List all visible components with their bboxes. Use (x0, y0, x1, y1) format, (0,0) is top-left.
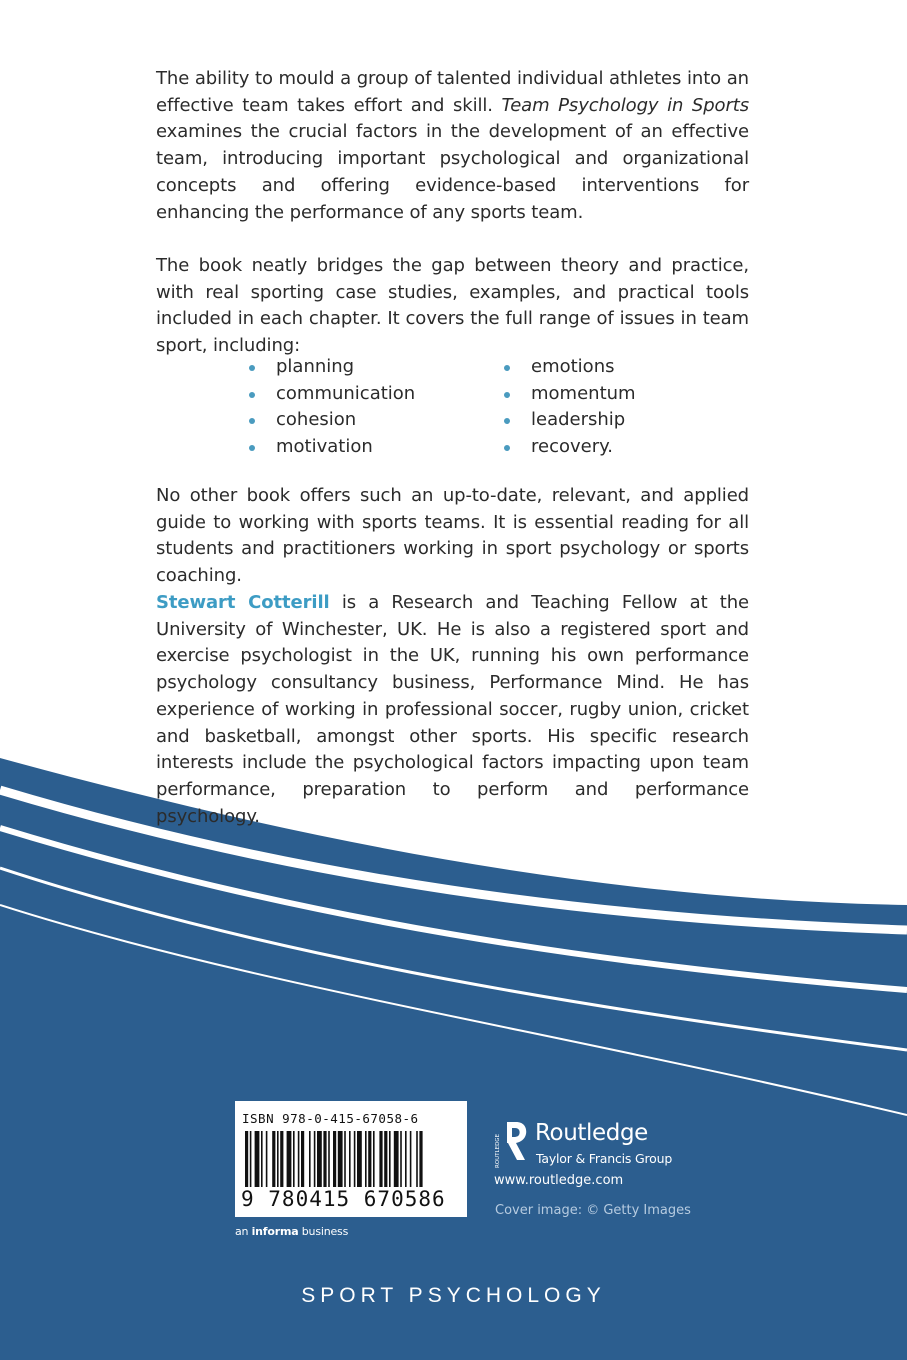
bullet-dot (249, 445, 255, 451)
paragraph-text: examines the crucial factors in the development of an effective team, introducing important psychological and organizational concepts and offering evidence-based interventions for enhancing the performance of any sports team. (156, 121, 749, 223)
publisher-group: Taylor & Francis Group (536, 1151, 673, 1166)
bullet-dot (504, 392, 510, 398)
barcode-bar (309, 1131, 311, 1187)
logo-wordmark: ROUTLEDGE (495, 1133, 501, 1168)
list-item: recovery. (501, 434, 636, 461)
barcode-bar (384, 1131, 387, 1187)
barcode-bar (280, 1131, 283, 1187)
barcode-bar (344, 1131, 346, 1187)
barcode-bar (328, 1131, 330, 1187)
list-item: momentum (501, 381, 636, 408)
barcode-bar (272, 1131, 275, 1187)
barcode-bar (266, 1131, 268, 1187)
bullet-dot (249, 392, 255, 398)
barcode-bar (277, 1131, 279, 1187)
barcode-bar (317, 1131, 322, 1187)
list-item: emotions (501, 354, 636, 381)
publisher-name: Routledge (535, 1120, 648, 1146)
barcode-bar (323, 1131, 326, 1187)
description-paragraph-3: No other book offers such an up-to-date, relevant, and applied guide to working with sports teams. It is essential reading for all students and practitioners working in sport psychology or sports coaching. (156, 485, 749, 587)
bullet-dot (504, 445, 510, 451)
topic-column-left (246, 354, 415, 460)
barcode-bar (400, 1131, 402, 1187)
barcode-bar (301, 1131, 304, 1187)
barcode-bar (394, 1131, 399, 1187)
list-item: cohesion (246, 407, 415, 434)
bullet-dot (504, 418, 510, 424)
author-bio-text: is a Research and Teaching Fellow at the University of Winchester, UK. He is also a registered sport and exercise psychologist in the UK, running his own performance psychology consultancy business, Performance Mind. He has experience of working in professional soccer, rugby union, cricket and basketball, amongst other sports. His specific research interests include the psychological factors impacting upon team performance, preparation to perform and performance psychology. (156, 592, 749, 827)
isbn-label: ISBN 978-0-415-67058-6 (242, 1111, 419, 1126)
barcode-bar (379, 1131, 382, 1187)
list-item: communication (246, 381, 415, 408)
list-item: planning (246, 354, 415, 381)
bullet-dot (249, 418, 255, 424)
barcode-bar (357, 1131, 362, 1187)
barcode-bar (416, 1131, 418, 1187)
barcode-digits: 9 780415 670586 (241, 1187, 446, 1211)
barcode-bar (287, 1131, 292, 1187)
barcode-bar (333, 1131, 336, 1187)
barcode-bar (298, 1131, 300, 1187)
bullet-dot (504, 365, 510, 371)
barcode-bar (261, 1131, 263, 1187)
barcode-bar (410, 1131, 412, 1187)
author-name: Stewart Cotterill (156, 592, 330, 613)
informa-brand: informa (251, 1225, 299, 1238)
category-label: SPORT PSYCHOLOGY (301, 1284, 606, 1307)
paragraph-text: The ability to mould a group of talented individual athletes into an effective team takes effort and skill. (156, 68, 749, 116)
book-title: Team Psychology in Sports (501, 94, 749, 116)
bullet-dot (249, 365, 255, 371)
barcode-bar (368, 1131, 371, 1187)
publisher-url: www.routledge.com (494, 1173, 624, 1188)
informa-tagline: an informa business (235, 1225, 349, 1238)
topic-column-right (501, 354, 636, 460)
barcode (243, 1131, 459, 1187)
barcode-bar (314, 1131, 316, 1187)
barcode-bar (255, 1131, 260, 1187)
barcode-bar (293, 1131, 295, 1187)
barcode-bar (349, 1131, 351, 1187)
barcode-panel (235, 1101, 467, 1217)
barcode-bar (419, 1131, 422, 1187)
barcode-bar (373, 1131, 375, 1187)
cover-image-credit: Cover image: © Getty Images (495, 1203, 691, 1218)
list-item: leadership (501, 407, 636, 434)
description-paragraph-2: The book neatly bridges the gap between theory and practice, with real sporting case studies, examples, and practical tools included in each chapter. It covers the full range of issues in team sport, including: (156, 255, 749, 357)
barcode-bar (354, 1131, 356, 1187)
blue-band (0, 758, 907, 1360)
list-item: motivation (246, 434, 415, 461)
barcode-bar (405, 1131, 407, 1187)
description-paragraph-1 (156, 66, 749, 226)
barcode-bar (338, 1131, 343, 1187)
barcode-bar (245, 1131, 248, 1187)
author-bio (156, 590, 749, 830)
barcode-bar (389, 1131, 391, 1187)
barcode-bar (365, 1131, 367, 1187)
routledge-logo-icon (494, 1120, 528, 1170)
barcode-bar (250, 1131, 252, 1187)
